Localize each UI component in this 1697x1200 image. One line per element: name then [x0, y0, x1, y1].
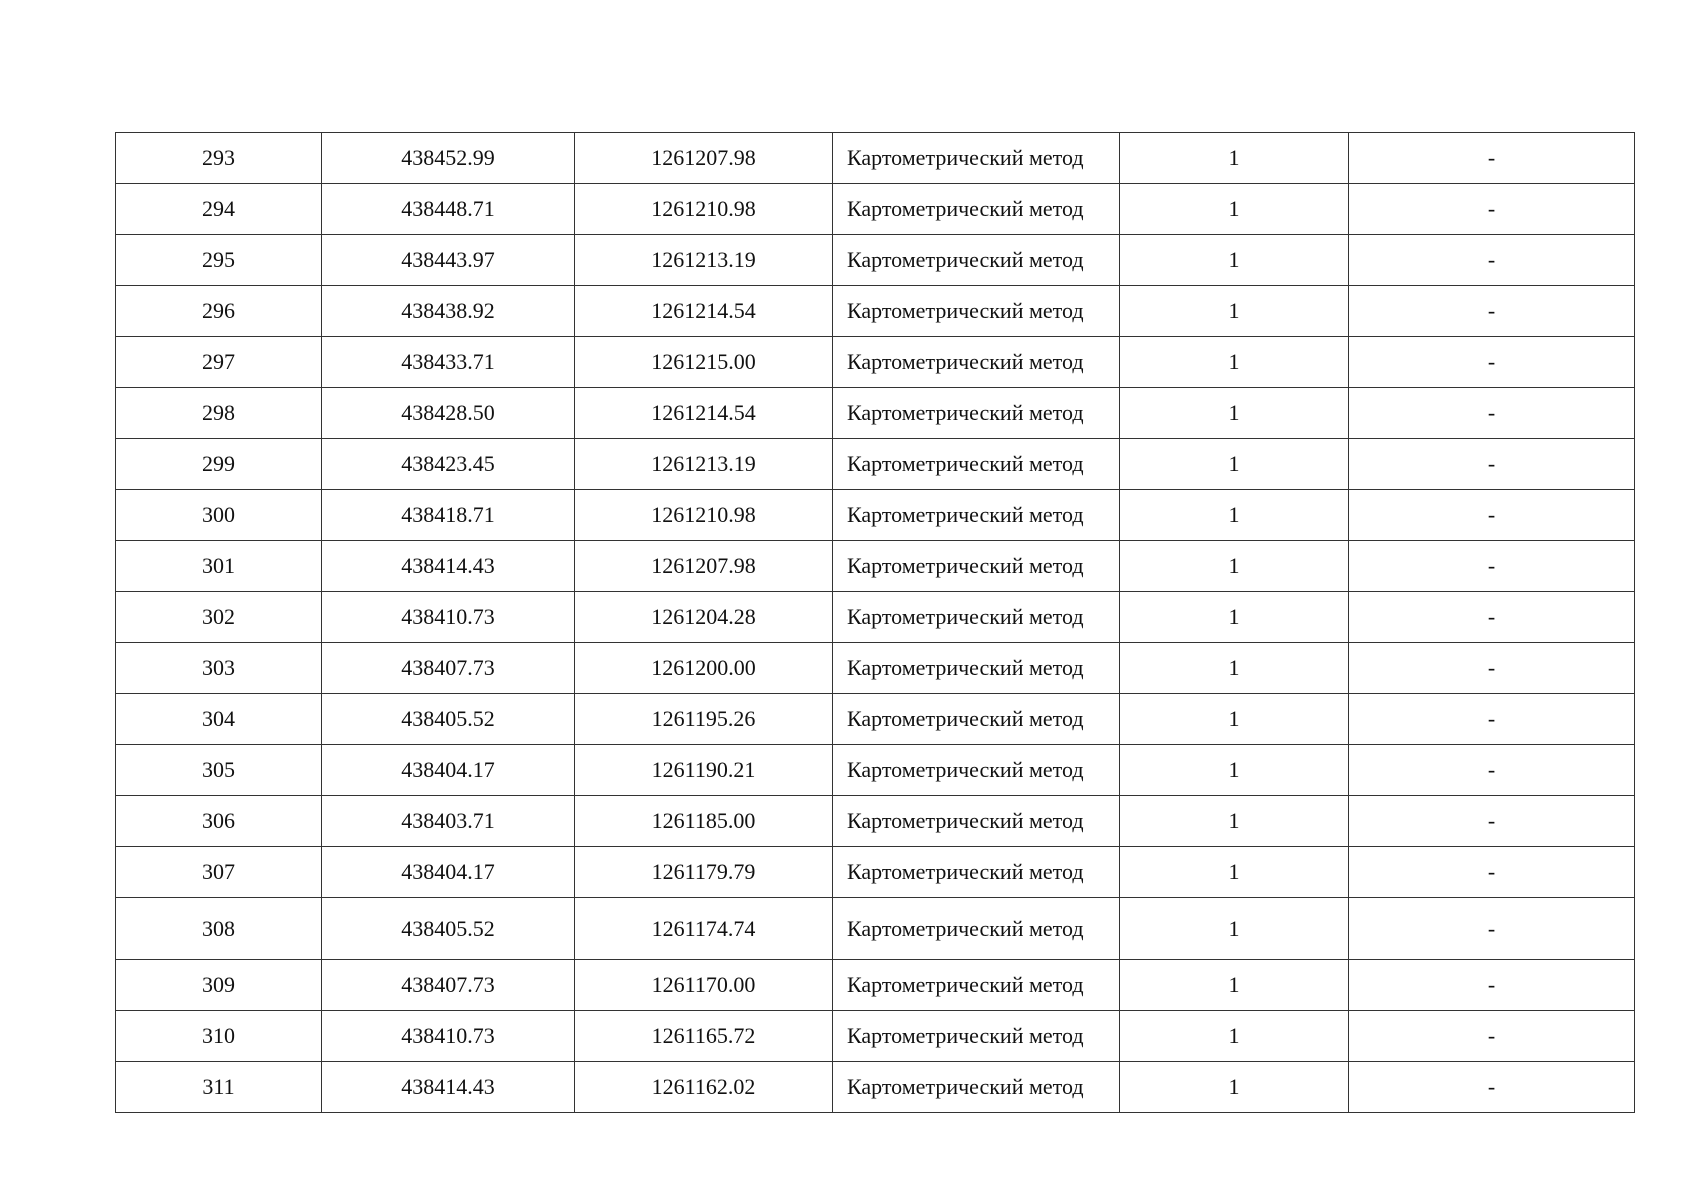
y-coordinate-cell: 1261207.98	[575, 541, 833, 592]
y-coordinate-cell: 1261195.26	[575, 694, 833, 745]
note-cell: -	[1349, 898, 1635, 960]
x-coordinate-cell: 438405.52	[322, 694, 575, 745]
accuracy-cell: 1	[1120, 643, 1349, 694]
point-number-cell: 293	[116, 133, 322, 184]
table-row	[116, 184, 1635, 235]
table-row	[116, 388, 1635, 439]
table-row	[116, 796, 1635, 847]
method-cell: Картометрический метод	[833, 592, 1120, 643]
x-coordinate-cell: 438407.73	[322, 643, 575, 694]
y-coordinate-cell: 1261200.00	[575, 643, 833, 694]
x-coordinate-cell: 438433.71	[322, 337, 575, 388]
y-coordinate-cell: 1261210.98	[575, 490, 833, 541]
table-row	[116, 1011, 1635, 1062]
y-coordinate-cell: 1261213.19	[575, 235, 833, 286]
x-coordinate-cell: 438418.71	[322, 490, 575, 541]
y-coordinate-cell: 1261207.98	[575, 133, 833, 184]
table-row	[116, 286, 1635, 337]
method-cell: Картометрический метод	[833, 388, 1120, 439]
point-number-cell: 307	[116, 847, 322, 898]
accuracy-cell: 1	[1120, 541, 1349, 592]
method-cell: Картометрический метод	[833, 1011, 1120, 1062]
table-row	[116, 847, 1635, 898]
method-cell: Картометрический метод	[833, 1062, 1120, 1113]
accuracy-cell: 1	[1120, 694, 1349, 745]
accuracy-cell: 1	[1120, 133, 1349, 184]
table-row	[116, 643, 1635, 694]
point-number-cell: 297	[116, 337, 322, 388]
point-number-cell: 302	[116, 592, 322, 643]
y-coordinate-cell: 1261190.21	[575, 745, 833, 796]
method-cell: Картометрический метод	[833, 490, 1120, 541]
method-cell: Картометрический метод	[833, 184, 1120, 235]
y-coordinate-cell: 1261215.00	[575, 337, 833, 388]
table-row	[116, 1062, 1635, 1113]
y-coordinate-cell: 1261179.79	[575, 847, 833, 898]
method-cell: Картометрический метод	[833, 133, 1120, 184]
x-coordinate-cell: 438410.73	[322, 592, 575, 643]
method-cell: Картометрический метод	[833, 337, 1120, 388]
note-cell: -	[1349, 133, 1635, 184]
accuracy-cell: 1	[1120, 235, 1349, 286]
method-cell: Картометрический метод	[833, 643, 1120, 694]
method-cell: Картометрический метод	[833, 898, 1120, 960]
method-cell: Картометрический метод	[833, 960, 1120, 1011]
accuracy-cell: 1	[1120, 490, 1349, 541]
accuracy-cell: 1	[1120, 184, 1349, 235]
table-row	[116, 235, 1635, 286]
y-coordinate-cell: 1261170.00	[575, 960, 833, 1011]
y-coordinate-cell: 1261214.54	[575, 286, 833, 337]
point-number-cell: 295	[116, 235, 322, 286]
table-row	[116, 541, 1635, 592]
table-row	[116, 337, 1635, 388]
table-row	[116, 694, 1635, 745]
method-cell: Картометрический метод	[833, 796, 1120, 847]
point-number-cell: 298	[116, 388, 322, 439]
x-coordinate-cell: 438410.73	[322, 1011, 575, 1062]
y-coordinate-cell: 1261174.74	[575, 898, 833, 960]
method-cell: Картометрический метод	[833, 286, 1120, 337]
coordinates-table	[115, 132, 1635, 1113]
note-cell: -	[1349, 235, 1635, 286]
x-coordinate-cell: 438414.43	[322, 541, 575, 592]
x-coordinate-cell: 438423.45	[322, 439, 575, 490]
note-cell: -	[1349, 337, 1635, 388]
point-number-cell: 308	[116, 898, 322, 960]
table-row	[116, 898, 1635, 960]
note-cell: -	[1349, 388, 1635, 439]
x-coordinate-cell: 438407.73	[322, 960, 575, 1011]
accuracy-cell: 1	[1120, 1011, 1349, 1062]
accuracy-cell: 1	[1120, 898, 1349, 960]
note-cell: -	[1349, 592, 1635, 643]
point-number-cell: 294	[116, 184, 322, 235]
note-cell: -	[1349, 439, 1635, 490]
point-number-cell: 299	[116, 439, 322, 490]
table-row	[116, 592, 1635, 643]
point-number-cell: 304	[116, 694, 322, 745]
table-row	[116, 439, 1635, 490]
note-cell: -	[1349, 847, 1635, 898]
note-cell: -	[1349, 1011, 1635, 1062]
accuracy-cell: 1	[1120, 847, 1349, 898]
table-row	[116, 133, 1635, 184]
accuracy-cell: 1	[1120, 960, 1349, 1011]
x-coordinate-cell: 438448.71	[322, 184, 575, 235]
accuracy-cell: 1	[1120, 388, 1349, 439]
x-coordinate-cell: 438405.52	[322, 898, 575, 960]
method-cell: Картометрический метод	[833, 847, 1120, 898]
point-number-cell: 306	[116, 796, 322, 847]
method-cell: Картометрический метод	[833, 694, 1120, 745]
accuracy-cell: 1	[1120, 592, 1349, 643]
point-number-cell: 296	[116, 286, 322, 337]
point-number-cell: 305	[116, 745, 322, 796]
y-coordinate-cell: 1261185.00	[575, 796, 833, 847]
y-coordinate-cell: 1261204.28	[575, 592, 833, 643]
point-number-cell: 300	[116, 490, 322, 541]
accuracy-cell: 1	[1120, 286, 1349, 337]
y-coordinate-cell: 1261162.02	[575, 1062, 833, 1113]
method-cell: Картометрический метод	[833, 235, 1120, 286]
accuracy-cell: 1	[1120, 439, 1349, 490]
note-cell: -	[1349, 745, 1635, 796]
point-number-cell: 301	[116, 541, 322, 592]
y-coordinate-cell: 1261214.54	[575, 388, 833, 439]
method-cell: Картометрический метод	[833, 439, 1120, 490]
note-cell: -	[1349, 960, 1635, 1011]
x-coordinate-cell: 438404.17	[322, 847, 575, 898]
table-row	[116, 960, 1635, 1011]
x-coordinate-cell: 438414.43	[322, 1062, 575, 1113]
note-cell: -	[1349, 286, 1635, 337]
point-number-cell: 303	[116, 643, 322, 694]
point-number-cell: 311	[116, 1062, 322, 1113]
accuracy-cell: 1	[1120, 1062, 1349, 1113]
x-coordinate-cell: 438403.71	[322, 796, 575, 847]
x-coordinate-cell: 438404.17	[322, 745, 575, 796]
note-cell: -	[1349, 643, 1635, 694]
y-coordinate-cell: 1261213.19	[575, 439, 833, 490]
method-cell: Картометрический метод	[833, 745, 1120, 796]
note-cell: -	[1349, 694, 1635, 745]
note-cell: -	[1349, 184, 1635, 235]
accuracy-cell: 1	[1120, 745, 1349, 796]
table-row	[116, 490, 1635, 541]
x-coordinate-cell: 438428.50	[322, 388, 575, 439]
table-row	[116, 745, 1635, 796]
x-coordinate-cell: 438443.97	[322, 235, 575, 286]
note-cell: -	[1349, 1062, 1635, 1113]
x-coordinate-cell: 438438.92	[322, 286, 575, 337]
note-cell: -	[1349, 490, 1635, 541]
coordinates-table-body	[116, 133, 1635, 1113]
x-coordinate-cell: 438452.99	[322, 133, 575, 184]
point-number-cell: 309	[116, 960, 322, 1011]
y-coordinate-cell: 1261165.72	[575, 1011, 833, 1062]
accuracy-cell: 1	[1120, 796, 1349, 847]
note-cell: -	[1349, 796, 1635, 847]
accuracy-cell: 1	[1120, 337, 1349, 388]
y-coordinate-cell: 1261210.98	[575, 184, 833, 235]
point-number-cell: 310	[116, 1011, 322, 1062]
note-cell: -	[1349, 541, 1635, 592]
method-cell: Картометрический метод	[833, 541, 1120, 592]
